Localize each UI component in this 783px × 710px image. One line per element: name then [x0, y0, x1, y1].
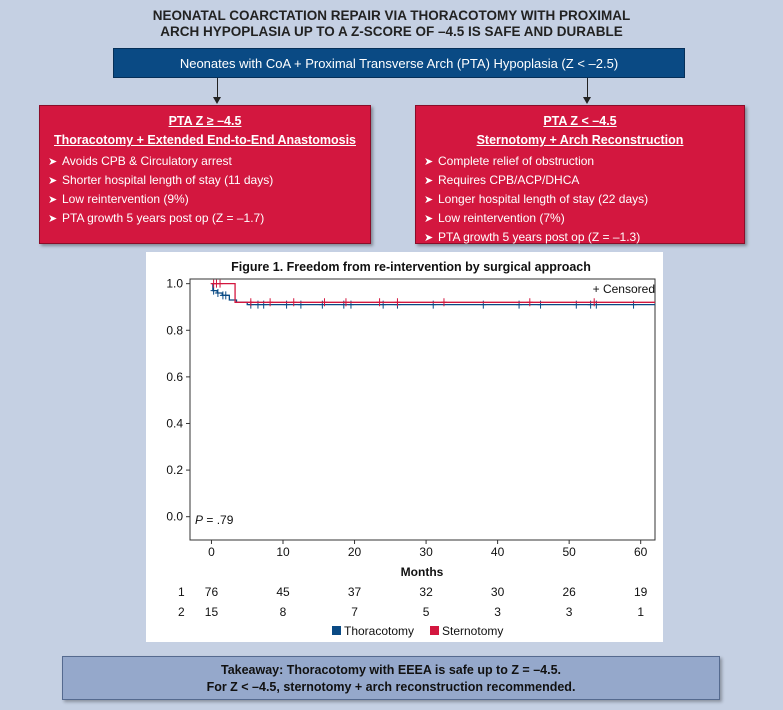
arrow-bullet-icon: ➤: [48, 156, 58, 168]
censor-mark-thoracotomy: [223, 291, 229, 299]
risk-row-label: 2: [178, 605, 185, 619]
takeaway-line-1: Takeaway: Thoracotomy with EEEA is safe up to Z = –4.5.: [220, 663, 562, 677]
sternotomy-bullet-list: [424, 152, 736, 247]
p-value-annotation: [195, 513, 234, 527]
list-item-text: Shorter hospital length of stay (11 days): [62, 173, 274, 187]
y-tick-label: 0.4: [166, 416, 183, 431]
legend-label-sternotomy: Sternotomy: [442, 624, 504, 638]
y-tick-label: 0.6: [166, 369, 183, 384]
km-chart: [146, 252, 663, 642]
list-item: [424, 209, 736, 228]
y-tick-label: 0.0: [166, 509, 183, 524]
takeaway-line-2: For Z < –4.5, sternotomy + arch reconstruction recommended.: [206, 680, 576, 694]
x-tick-label: 30: [419, 545, 433, 559]
population-box: [113, 48, 685, 78]
arrow-bullet-icon: ➤: [424, 232, 434, 244]
legend-label-thoracotomy: Thoracotomy: [344, 624, 415, 638]
arrow-bullet-icon: ➤: [424, 175, 434, 187]
list-item-text: PTA growth 5 years post op (Z = –1.3): [438, 230, 641, 244]
p-value-text: = .79: [203, 513, 234, 527]
arrow-bullet-icon: ➤: [424, 156, 434, 168]
risk-table-cell: 76: [204, 585, 219, 599]
legend-swatch-sternotomy: [430, 626, 439, 635]
list-item: [48, 209, 362, 228]
list-item-text: Complete relief of obstruction: [438, 154, 595, 168]
list-item: [424, 171, 736, 190]
title-line-1: NEONATAL COARCTATION REPAIR VIA THORACOTOMY WITH PROXIMAL: [152, 8, 631, 23]
risk-table-cell: 32: [419, 585, 433, 599]
p-value-symbol: P: [195, 513, 204, 527]
page-title: [0, 8, 783, 40]
x-tick-label: 40: [490, 545, 505, 559]
thoracotomy-heading-procedure: Thoracotomy + Extended End-to-End Anastomosis: [54, 133, 356, 147]
list-item-text: PTA growth 5 years post op (Z = –1.7): [62, 211, 265, 225]
arrow-left-line: [217, 78, 218, 98]
list-item-text: Low reintervention (7%): [438, 211, 565, 225]
takeaway-box: [62, 656, 720, 700]
risk-table-cell: 3: [565, 605, 573, 619]
list-item: [48, 190, 362, 209]
plot-frame: [190, 279, 655, 540]
arrow-bullet-icon: ➤: [424, 213, 434, 225]
list-item: [424, 228, 736, 247]
arrow-bullet-icon: ➤: [424, 194, 434, 206]
y-tick-label: 1.0: [166, 276, 183, 291]
population-text: Neonates with CoA + Proximal Transverse Arch (PTA) Hypoplasia (Z < –2.5): [179, 55, 619, 71]
risk-table-cell: 8: [279, 605, 287, 619]
arrow-right-line: [587, 78, 588, 98]
sternotomy-heading-procedure: Sternotomy + Arch Reconstruction: [476, 133, 684, 147]
chart-title: Figure 1. Freedom from re-intervention by surgical approach: [231, 260, 591, 274]
series-line-sternotomy: [211, 284, 655, 303]
risk-table-cell: 19: [634, 585, 648, 599]
risk-table-cell: 7: [351, 605, 358, 619]
risk-table-cell: 26: [562, 585, 576, 599]
chart-panel: [146, 252, 663, 642]
risk-table: [178, 585, 648, 619]
thoracotomy-heading-z: PTA Z ≥ –4.5: [168, 114, 242, 128]
list-item-text: Requires CPB/ACP/DHCA: [438, 173, 580, 187]
plot-area: [166, 277, 655, 559]
x-axis-label: Months: [400, 565, 444, 579]
risk-table-cell: 30: [490, 585, 505, 599]
x-tick-label: 20: [347, 545, 362, 559]
arrow-bullet-icon: ➤: [48, 175, 58, 187]
x-tick-label: 10: [276, 545, 290, 559]
list-item: [48, 152, 362, 171]
list-item: [424, 190, 736, 209]
risk-row-label: 1: [178, 585, 185, 599]
risk-table-cell: 1: [637, 605, 645, 619]
legend-swatch-thoracotomy: [332, 626, 341, 635]
censor-mark-sternotomy: [217, 280, 223, 288]
list-item-text: Low reintervention (9%): [62, 192, 189, 206]
list-item-text: Avoids CPB & Circulatory arrest: [62, 154, 232, 168]
list-item: [48, 171, 362, 190]
arrow-bullet-icon: ➤: [48, 194, 58, 206]
legend: [332, 624, 503, 638]
thoracotomy-bullet-list: [48, 152, 362, 228]
list-item-text: Longer hospital length of stay (22 days): [438, 192, 649, 206]
risk-table-cell: 37: [347, 585, 362, 599]
arrow-bullet-icon: ➤: [48, 213, 58, 225]
sternotomy-heading-z: PTA Z < –4.5: [543, 114, 617, 128]
y-tick-label: 0.8: [166, 323, 183, 338]
thoracotomy-box: [39, 105, 371, 244]
sternotomy-box: [415, 105, 745, 244]
censored-label: + Censored: [592, 282, 655, 296]
y-tick-label: 0.2: [166, 463, 183, 478]
list-item: [424, 152, 736, 171]
x-tick-label: 50: [562, 545, 576, 559]
x-tick-label: 0: [208, 545, 215, 559]
risk-table-cell: 15: [204, 605, 219, 619]
arrow-right-head: [583, 97, 591, 104]
x-tick-label: 60: [634, 545, 648, 559]
arrow-left-head: [213, 97, 221, 104]
risk-table-cell: 3: [494, 605, 501, 619]
title-line-2: ARCH HYPOPLASIA UP TO A Z-SCORE OF –4.5 IS SAFE AND DURABLE: [160, 24, 623, 39]
risk-table-cell: 5: [422, 605, 430, 619]
risk-table-cell: 45: [276, 585, 290, 599]
